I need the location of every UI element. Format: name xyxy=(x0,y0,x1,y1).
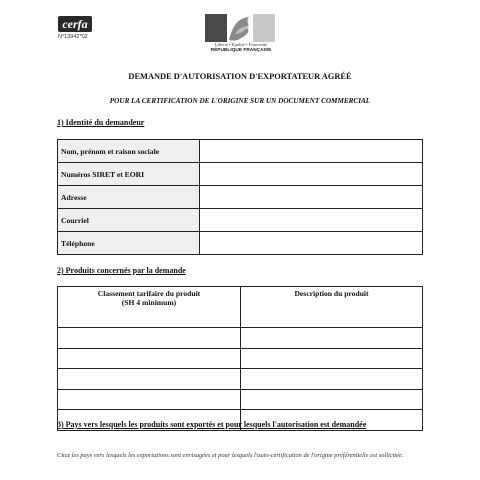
table-row xyxy=(58,348,423,369)
row-label: Adresse xyxy=(58,186,200,209)
table-row xyxy=(58,140,423,163)
tariff-header-line2: (SH 4 minimum) xyxy=(121,298,177,307)
document-subtitle: POUR LA CERTIFICATION DE L'ORIGINE SUR UN DOCUMENT COMMERCIAL xyxy=(109,97,371,105)
tariff-column-header xyxy=(58,287,241,328)
tariff-cell[interactable] xyxy=(58,328,241,349)
row-label: Courriel xyxy=(58,209,200,232)
tariff-cell[interactable] xyxy=(58,369,241,390)
email-field[interactable] xyxy=(200,209,423,232)
tariff-cell[interactable] xyxy=(58,389,241,410)
document-title: DEMANDE D'AUTORISATION D'EXPORTATEUR AGRÉÉ xyxy=(128,72,352,81)
section3-note: Citez les pays vers lesquels les exportations sont envisagées et pour lesquels l'auto-certification de l'origine préférentielle est sollicitée. xyxy=(57,452,404,459)
section1-title: 1) Identité du demandeur xyxy=(57,118,145,127)
table-row xyxy=(58,209,423,232)
table-row xyxy=(58,389,423,410)
description-cell[interactable] xyxy=(241,369,423,390)
siret-eori-field[interactable] xyxy=(200,163,423,186)
address-field[interactable] xyxy=(200,186,423,209)
products-table xyxy=(57,286,423,431)
section3-title: 3) Pays vers lesquels les produits sont exportés et pour lesquels l'autorisation est demandée xyxy=(57,420,367,429)
table-row xyxy=(58,369,423,390)
tariff-header-line1: Classement tarifaire du produit xyxy=(97,289,201,298)
row-label: Nom, prénom et raison sociale xyxy=(58,140,200,163)
tariff-cell[interactable] xyxy=(58,348,241,369)
identity-table xyxy=(57,139,423,255)
motto: Liberté • Égalité • Fraternité xyxy=(214,42,268,47)
form-number: N°13942*02 xyxy=(58,34,88,40)
table-row xyxy=(58,186,423,209)
description-column-header: Description du produit xyxy=(241,287,423,328)
description-cell[interactable] xyxy=(241,389,423,410)
description-cell[interactable] xyxy=(241,348,423,369)
table-row xyxy=(58,232,423,255)
description-cell[interactable] xyxy=(241,328,423,349)
name-field[interactable] xyxy=(200,140,423,163)
phone-field[interactable] xyxy=(200,232,423,255)
section2-title: 2) Produits concernés par la demande xyxy=(57,266,186,275)
table-row xyxy=(58,163,423,186)
table-header-row xyxy=(58,287,423,328)
cerfa-logo: cerfa xyxy=(58,16,92,32)
table-row xyxy=(58,328,423,349)
row-label: Téléphone xyxy=(58,232,200,255)
republic-label: RÉPUBLIQUE FRANÇAISE xyxy=(210,48,272,53)
row-label: Numéros SIRET et EORI xyxy=(58,163,200,186)
